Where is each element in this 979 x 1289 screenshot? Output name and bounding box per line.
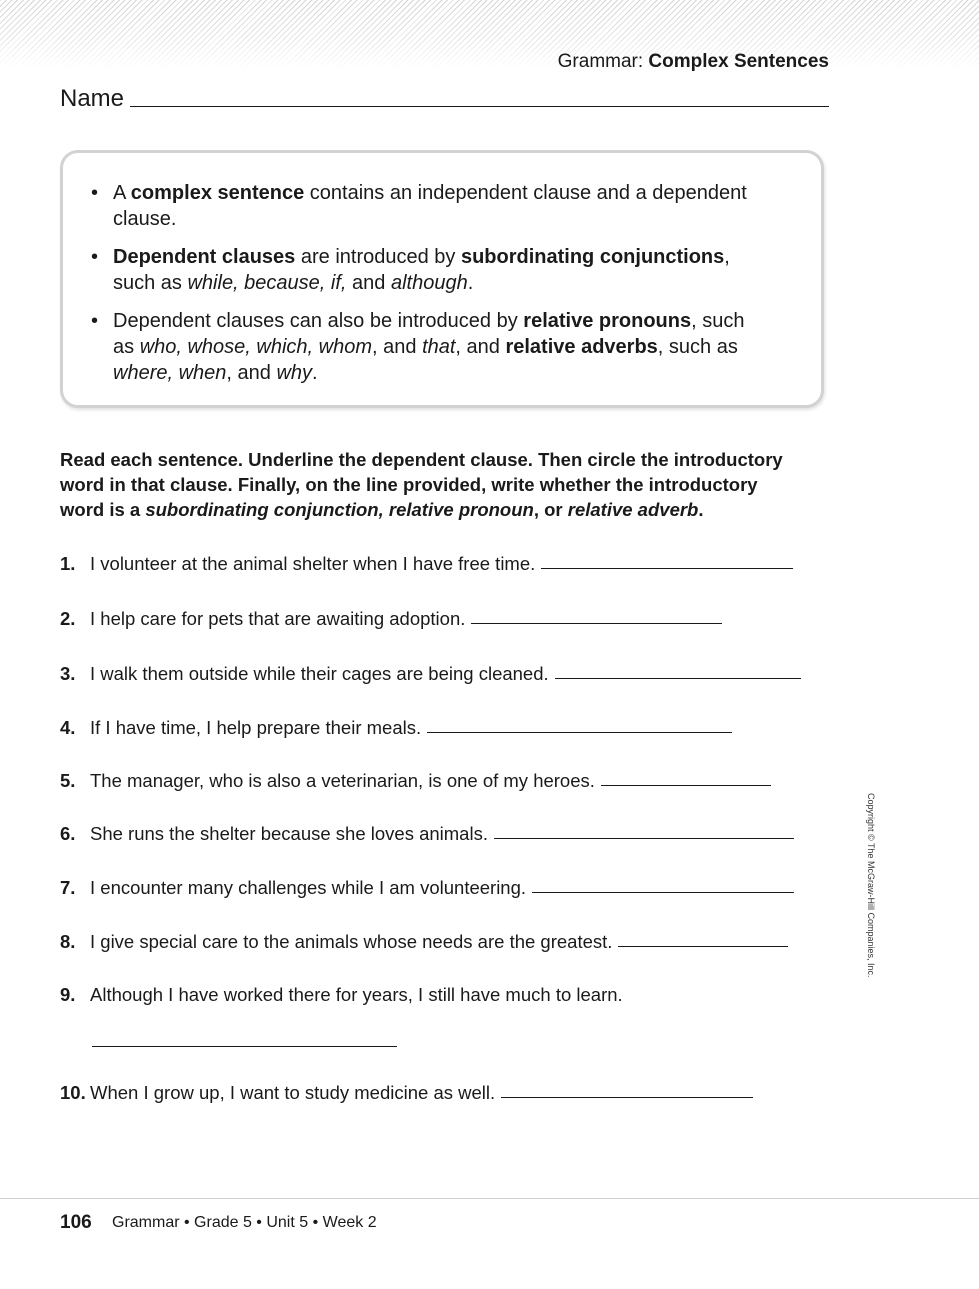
question-number: 4. — [60, 717, 76, 738]
answer-line[interactable] — [471, 623, 722, 624]
rule-item-1 — [91, 180, 791, 232]
answer-line[interactable] — [532, 892, 794, 893]
question-number: 5. — [60, 770, 76, 791]
question-sentence: I walk them outside while their cages are being cleaned. — [90, 663, 549, 684]
question-sentence: I volunteer at the animal shelter when I have free time. — [90, 553, 536, 574]
question-1 — [60, 552, 793, 576]
question-sentence: I give special care to the animals whose needs are the greatest. — [90, 931, 613, 952]
question-sentence: Although I have worked there for years, I still have much to learn. — [90, 984, 623, 1005]
question-sentence: I encounter many challenges while I am volunteering. — [90, 877, 527, 898]
rule-text: , and — [226, 362, 277, 384]
question-sentence: I help care for pets that are awaiting adoption. — [90, 608, 466, 629]
term-relative-pronouns: relative pronouns — [523, 310, 692, 332]
name-label: Name — [60, 85, 125, 112]
rule-text: contains an independent clause and a dependent — [304, 182, 747, 204]
question-sentence: If I have time, I help prepare their meals. — [90, 717, 422, 738]
footer-text: Grammar • Grade 5 • Unit 5 • Week 2 — [112, 1214, 377, 1231]
example-words: who, whose, which, whom — [139, 336, 373, 358]
answer-line[interactable] — [541, 568, 793, 569]
rule-text: , such as — [657, 336, 738, 358]
rule-text: such as — [113, 272, 188, 294]
page-number: 106 — [60, 1212, 92, 1233]
example-words: where, when — [113, 362, 227, 384]
rule-text: are introduced by — [295, 246, 461, 268]
footer-divider — [0, 1198, 979, 1199]
rule-text: as — [113, 336, 140, 358]
bullet-icon: • — [91, 310, 99, 332]
answer-line[interactable] — [555, 678, 801, 679]
directions-line: Read each sentence. Underline the dependent clause. Then circle the introductory — [60, 449, 783, 470]
question-number: 9. — [60, 984, 76, 1005]
question-5 — [60, 769, 771, 793]
grammar-rule-box — [60, 150, 824, 408]
rule-text: . — [467, 272, 474, 294]
example-words: although — [390, 272, 468, 294]
worksheet-header — [558, 51, 829, 73]
rule-text: and — [346, 272, 391, 294]
question-number: 3. — [60, 663, 76, 684]
question-number: 1. — [60, 553, 76, 574]
question-number: 10. — [60, 1082, 86, 1103]
question-7 — [60, 876, 794, 900]
question-10 — [60, 1081, 753, 1105]
answer-line[interactable] — [427, 732, 732, 733]
term-complex-sentence: complex sentence — [130, 182, 305, 204]
answer-line[interactable] — [494, 838, 794, 839]
example-words: while, because, if, — [187, 272, 347, 294]
rule-item-2 — [91, 244, 791, 296]
question-6 — [60, 822, 794, 846]
directions-line: word in that clause. Finally, on the line provided, write whether the introductory — [60, 474, 758, 495]
question-2 — [60, 607, 722, 631]
answer-line[interactable] — [618, 946, 788, 947]
directions-italic: subordinating conjunction, relative pronoun — [145, 499, 534, 520]
term-dependent-clauses: Dependent clauses — [113, 246, 296, 268]
question-number: 7. — [60, 877, 76, 898]
rule-item-3 — [91, 308, 791, 386]
bullet-icon: • — [91, 182, 99, 204]
header-prefix: Grammar: — [557, 51, 644, 72]
rule-text: clause. — [113, 208, 177, 230]
rule-text: Dependent clauses can also be introduced by — [113, 310, 524, 332]
answer-line[interactable] — [501, 1097, 753, 1098]
question-4 — [60, 716, 732, 740]
question-sentence: When I grow up, I want to study medicine as well. — [90, 1082, 496, 1103]
rule-text: . — [312, 362, 318, 384]
answer-line[interactable] — [601, 785, 771, 786]
directions — [60, 447, 840, 522]
example-words: that — [422, 336, 456, 358]
directions-italic: relative adverb — [567, 499, 699, 520]
name-input-line[interactable] — [130, 106, 829, 107]
question-number: 2. — [60, 608, 76, 629]
question-number: 6. — [60, 823, 76, 844]
rule-text: , and — [455, 336, 506, 358]
copyright-notice: Copyright © The McGraw-Hill Companies, Inc. — [866, 793, 876, 978]
example-words: why — [276, 362, 313, 384]
question-sentence: She runs the shelter because she loves animals. — [90, 823, 488, 844]
directions-line: word is a — [60, 499, 146, 520]
question-3 — [60, 662, 801, 686]
answer-line[interactable] — [92, 1046, 397, 1047]
rule-text: , and — [372, 336, 423, 358]
header-texture — [0, 0, 979, 70]
question-8 — [60, 930, 788, 954]
question-sentence: The manager, who is also a veterinarian, is one of my heroes. — [90, 770, 595, 791]
directions-line: , or — [533, 499, 568, 520]
directions-line: . — [698, 499, 704, 520]
question-9 — [60, 983, 623, 1007]
term-relative-adverbs: relative adverbs — [505, 336, 658, 358]
header-title: Complex Sentences — [648, 51, 829, 72]
term-subordinating-conjunctions: subordinating conjunctions — [460, 246, 725, 268]
rule-text: , — [724, 246, 730, 268]
question-number: 8. — [60, 931, 76, 952]
rule-text: , such — [691, 310, 745, 332]
rule-text: A — [113, 182, 131, 204]
bullet-icon: • — [91, 246, 99, 268]
